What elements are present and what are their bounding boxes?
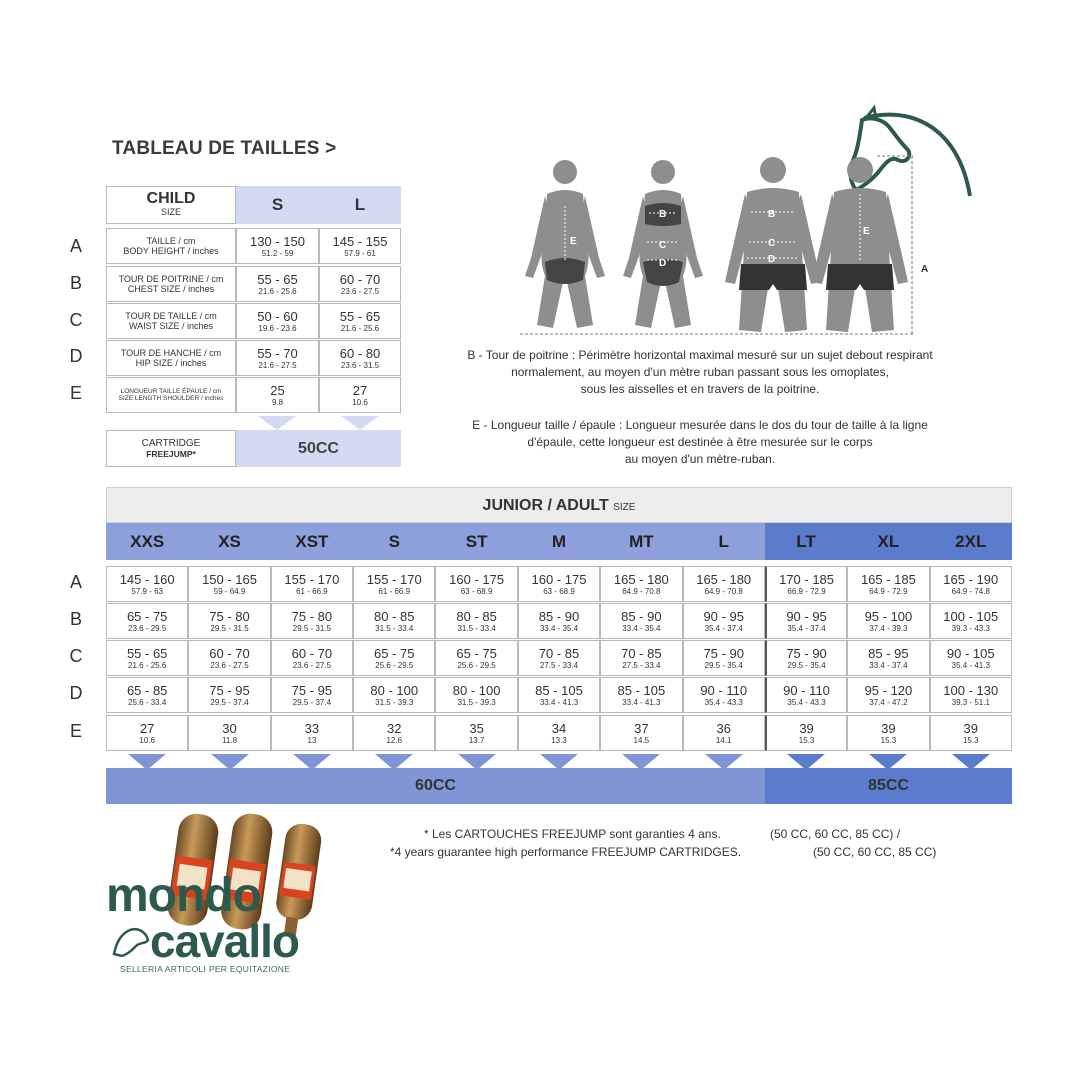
child-cell [319,266,401,302]
adult-cell [765,603,847,639]
cell-cm: 130 - 150 [250,233,305,249]
figure-label-d: D [659,258,667,269]
adult-cell [353,640,435,676]
cell-inches: 33.4 - 41.3 [622,697,661,707]
label-en: CHEST SIZE / inches [127,284,215,294]
cell-cm: 165 - 180 [696,571,752,587]
guarantee-note-fr-cc: (50 CC, 60 CC, 85 CC) / [770,827,901,841]
cell-inches: 31.5 - 33.4 [375,623,414,633]
adult-cell [353,603,435,639]
adult-size-header: XXS [106,523,188,560]
cell-inches: 21.6 - 25.6 [258,286,297,296]
cell-inches: 33.4 - 35.4 [539,623,579,633]
adult-cell [435,640,517,676]
cell-inches: 64.9 - 70.8 [622,586,661,596]
adult-cell [188,715,270,751]
cell-cm: 80 - 85 [456,608,497,624]
adult-cell [518,640,600,676]
adult-cell [930,603,1012,639]
cell-inches: 33.4 - 35.4 [622,623,661,633]
cell-inches: 23.6 - 27.5 [210,660,249,670]
cell-inches: 23.6 - 31.5 [340,360,380,370]
cell-inches: 25.6 - 33.4 [128,697,167,707]
adult-cell [435,566,517,602]
brand-tagline: SELLERIA ARTICOLI PER EQUITAZIONE [120,964,291,974]
adult-row-letter: B [69,609,82,629]
cell-inches: 11.8 [222,735,238,745]
child-cell [236,266,319,302]
cell-inches: 29.5 - 35.4 [704,660,743,670]
label-en: BODY HEIGHT / inches [123,246,219,256]
adult-row-letter: D [69,683,83,703]
adult-cell [353,677,435,713]
cell-cm: 145 - 160 [119,571,175,587]
adult-cell [435,677,517,713]
cell-inches: 33.4 - 37.4 [869,660,908,670]
cell-cm: 100 - 130 [943,682,999,698]
cell-inches: 64.9 - 74.8 [951,586,990,596]
cell-inches: 31.5 - 39.3 [375,697,414,707]
cell-cm: 85 - 105 [535,682,583,698]
cell-inches: 21.6 - 25.6 [128,660,167,670]
row-letter-e: E [69,383,82,403]
arrow-down-icon [258,416,296,430]
brand-mondo: mondo [106,869,261,922]
arrow-down-icon [341,416,379,430]
cell-cm: 80 - 100 [370,682,419,698]
adult-row-letter: A [69,572,82,592]
cell-inches: 63 - 68.9 [460,586,493,596]
cell-inches: 64.9 - 70.8 [704,586,743,596]
adult-size-header: 2XL [930,523,1012,560]
cell-inches: 14.1 [715,735,732,745]
cell-inches: 35.4 - 43.3 [787,697,826,707]
adult-cell [600,566,682,602]
adult-cell [188,677,270,713]
cell-cm: 55 - 65 [126,645,168,661]
cell-cm: 60 - 70 [209,645,250,661]
adult-row-letter: E [69,721,82,741]
cell-cm: 155 - 170 [284,571,340,587]
caption-length [420,417,980,468]
cell-cm: 85 - 90 [538,608,580,624]
child-cartridge-value: 50CC [236,430,401,467]
figure-label-b: B [659,209,667,220]
cell-inches: 33.4 - 41.3 [539,697,579,707]
adult-size-header: XS [188,523,270,560]
cell-cm: 27 [139,720,155,736]
child-cell [236,228,319,264]
adult-cell [106,640,188,676]
cartridge-label [106,430,236,467]
adult-cell [106,715,188,751]
cell-inches: 51.2 - 59 [261,248,294,258]
child-header-subtitle: SIZE [160,207,181,217]
adult-cell [518,566,600,602]
cell-cm: 60 - 70 [291,645,333,661]
cell-cm: 30 [222,720,237,736]
cell-inches: 23.6 - 29.5 [128,623,167,633]
adult-table-title [106,487,1012,523]
child-size-header [106,186,236,224]
adult-cell [600,677,682,713]
cell-inches: 66.9 - 72.9 [787,586,826,596]
child-cell [319,228,401,264]
cell-inches: 10.6 [352,397,368,407]
row-letter-b: B [69,273,82,293]
caption-line: au moyen d'un mètre-ruban. [624,452,776,466]
cell-inches: 37.4 - 39.3 [869,623,908,633]
cell-inches: 14.5 [633,735,650,745]
caption-chest [420,347,980,398]
child-row-label [106,303,236,339]
adult-cell [600,715,682,751]
cartridge-85cc-bar: 85CC [765,768,1012,804]
adult-cell [271,715,353,751]
adult-size-header: XST [271,523,353,560]
cell-cm: 60 - 70 [339,271,381,287]
guarantee-note-en-cc: (50 CC, 60 CC, 85 CC) [813,845,937,859]
adult-cell [271,603,353,639]
child-row-label [106,266,236,302]
child-cell [319,340,401,376]
cell-cm: 90 - 110 [783,682,830,698]
cell-cm: 75 - 95 [291,682,333,698]
adult-size-header: L [683,523,765,560]
caption-line: d'épaule, cette longueur est destinée à être mesurée sur le corps [527,435,873,449]
adult-cell [765,566,847,602]
adult-cell [683,715,765,751]
horse-head-icon [108,924,154,958]
child-row-label [106,377,236,413]
adult-size-header: LT [765,523,847,560]
cell-cm: 75 - 90 [786,645,827,661]
adult-title-small: SIZE [613,502,636,513]
child-row-label [106,340,236,376]
child-row-label [106,228,236,264]
cell-inches: 59 - 64.9 [213,586,246,596]
label-en: SIZE LENGTH SHOULDER / inches [118,395,224,402]
cell-cm: 37 [634,720,649,736]
guarantee-note-fr: * Les CARTOUCHES FREEJUMP sont garanties 4 ans. [424,827,721,841]
figure-label-c: C [659,240,667,251]
cell-cm: 160 - 175 [531,571,587,587]
cell-cm: 27 [352,382,368,398]
cell-inches: 25.6 - 29.5 [375,660,414,670]
cell-cm: 165 - 180 [613,571,669,587]
label-en: WAIST SIZE / inches [128,321,214,331]
cell-inches: 23.6 - 27.5 [292,660,332,670]
cell-inches: 61 - 66.9 [378,586,411,596]
cell-inches: 29.5 - 37.4 [292,697,332,707]
cell-cm: 95 - 120 [864,682,913,698]
adult-cell [847,566,929,602]
cell-inches: 57.9 - 63 [131,586,163,596]
caption-line: sous les aisselles et en travers de la poitrine. [580,382,820,396]
cell-cm: 75 - 80 [209,608,250,624]
cell-inches: 15.3 [880,735,897,745]
adult-cell [930,677,1012,713]
adult-size-header: XL [847,523,929,560]
adult-cell [930,640,1012,676]
cell-inches: 35.4 - 37.4 [704,623,743,633]
cell-cm: 85 - 90 [621,608,662,624]
adult-size-header: ST [435,523,517,560]
cell-inches: 64.9 - 72.9 [869,586,908,596]
adult-cell [188,640,270,676]
cell-cm: 35 [469,720,484,736]
adult-cell [683,603,765,639]
cell-cm: 95 - 100 [864,608,913,624]
adult-size-header: MT [600,523,682,560]
adult-cell [847,640,929,676]
figure-label-c: C [768,238,776,249]
guarantee-note-en: *4 years guarantee high performance FREEJUMP CARTRIDGES. [390,845,742,859]
adult-cell [188,603,270,639]
cell-cm: 75 - 95 [209,682,250,698]
cell-inches: 19.6 - 23.6 [258,323,297,333]
cell-cm: 50 - 60 [257,308,298,324]
cell-inches: 25.6 - 29.5 [457,660,496,670]
label-fr: TOUR DE TAILLE / cm [125,311,217,321]
cell-cm: 75 - 90 [703,645,744,661]
child-cell [319,377,401,413]
cell-cm: 85 - 95 [868,645,909,661]
cartridge-60cc-bar: 60CC [106,768,765,804]
cell-inches: 31.5 - 39.3 [457,697,496,707]
cell-inches: 57.9 - 61 [344,248,376,258]
cell-cm: 34 [551,720,567,736]
cell-cm: 165 - 190 [943,571,999,587]
cell-inches: 37.4 - 47.2 [869,697,908,707]
caption-line: E - Longueur taille / épaule : Longueur mesurée dans le dos du tour de taille à la ligne [472,418,928,432]
figure-label-d: D [768,254,776,265]
adult-cell [518,677,600,713]
cell-inches: 9.8 [271,397,284,407]
adult-cell [683,677,765,713]
adult-cell [435,603,517,639]
adult-cell [271,566,353,602]
child-header-title: CHILD [146,190,196,207]
cell-cm: 80 - 85 [374,608,415,624]
adult-cell [106,566,188,602]
cell-inches: 12.6 [386,735,403,745]
cell-cm: 39 [881,720,896,736]
cell-cm: 70 - 85 [621,645,662,661]
caption-line: B - Tour de poitrine : Périmètre horizontal maximal mesuré sur un sujet debout respirant [467,348,933,362]
body-measurement-figures [515,150,945,345]
adult-cell [930,566,1012,602]
cell-inches: 15.3 [962,735,979,745]
adult-cell [765,715,847,751]
cell-cm: 65 - 75 [456,645,497,661]
cell-inches: 61 - 66.9 [296,586,328,596]
cartridge-label-line1: CARTRIDGE [141,437,201,449]
label-en: HIP SIZE / inches [135,358,207,368]
adult-cell [765,677,847,713]
cell-cm: 170 - 185 [779,571,835,587]
adult-cell [271,640,353,676]
figure-label-e: E [863,226,870,237]
cell-cm: 65 - 75 [374,645,415,661]
figure-label-b: B [768,209,776,220]
adult-cell [353,566,435,602]
cell-cm: 36 [716,720,731,736]
row-letter-d: D [69,346,83,366]
adult-cell [435,715,517,751]
cell-inches: 13 [307,735,317,745]
figure-label-a: A [921,264,929,275]
cell-inches: 39.3 - 51.1 [951,697,990,707]
cell-cm: 85 - 105 [617,682,666,698]
row-letter-a: A [69,236,82,256]
cell-cm: 33 [304,720,320,736]
adult-cell [847,603,929,639]
cell-inches: 29.5 - 35.4 [787,660,826,670]
cell-cm: 100 - 105 [943,608,999,624]
caption-line: normalement, au moyen d'un mètre ruban passant sous les omoplates, [511,365,889,379]
adult-cell [847,715,929,751]
label-fr: TAILLE / cm [146,236,196,246]
adult-size-header: S [353,523,435,560]
adult-cell [188,566,270,602]
cell-cm: 55 - 65 [339,308,381,324]
cell-inches: 35.4 - 41.3 [951,660,990,670]
adult-cell [518,715,600,751]
cell-cm: 55 - 65 [257,271,298,287]
cell-inches: 29.5 - 31.5 [292,623,332,633]
adult-cell [271,677,353,713]
cell-cm: 25 [270,382,285,398]
label-fr: TOUR DE POITRINE / cm [118,274,224,284]
adult-cell [353,715,435,751]
cell-cm: 65 - 85 [126,682,168,698]
cell-cm: 145 - 155 [332,233,388,249]
label-fr: TOUR DE HANCHE / cm [120,348,222,358]
adult-cell [106,603,188,639]
cell-inches: 23.6 - 27.5 [340,286,380,296]
adult-cell [106,677,188,713]
child-cell [236,340,319,376]
adult-cell [600,603,682,639]
cell-inches: 27.5 - 33.4 [539,660,579,670]
cell-cm: 60 - 80 [339,345,381,361]
cell-inches: 21.6 - 27.5 [258,360,297,370]
cell-cm: 32 [387,720,402,736]
cell-cm: 39 [963,720,978,736]
cell-inches: 31.5 - 33.4 [457,623,496,633]
cell-inches: 27.5 - 33.4 [622,660,661,670]
cell-cm: 90 - 110 [700,682,748,698]
cell-cm: 165 - 185 [860,571,916,587]
cell-inches: 39.3 - 43.3 [951,623,990,633]
cell-cm: 90 - 105 [946,645,995,661]
cell-cm: 155 - 170 [366,571,422,587]
cell-inches: 63 - 68.9 [543,586,575,596]
cell-cm: 150 - 165 [202,571,257,587]
cell-inches: 35.4 - 37.4 [787,623,826,633]
child-cell [319,303,401,339]
adult-title-text: JUNIOR / ADULT [482,497,609,514]
cell-cm: 65 - 75 [126,608,168,624]
cell-inches: 15.3 [798,735,815,745]
page-title: TABLEAU DE TAILLES > [112,138,337,159]
cell-cm: 90 - 95 [786,608,827,624]
label-fr: LONGUEUR TAILLE ÉPAULE / cm [120,388,222,395]
cell-inches: 29.5 - 37.4 [210,697,249,707]
cell-inches: 10.6 [139,735,155,745]
cell-inches: 35.4 - 43.3 [704,697,743,707]
row-letter-c: C [69,310,83,330]
adult-cell [765,640,847,676]
cell-cm: 70 - 85 [538,645,580,661]
cell-cm: 55 - 70 [257,345,298,361]
cell-cm: 160 - 175 [449,571,505,587]
child-size-s: S [236,186,319,224]
figure-label-e: E [570,236,577,247]
child-cell [236,303,319,339]
adult-cell [683,566,765,602]
cell-inches: 13.3 [551,735,567,745]
adult-cell [600,640,682,676]
adult-cell [847,677,929,713]
adult-cell [518,603,600,639]
cell-cm: 90 - 95 [703,608,744,624]
adult-row-letter: C [69,646,83,666]
adult-size-header: M [518,523,600,560]
cartridge-label-line2: FREEJUMP* [146,448,196,459]
adult-cell [683,640,765,676]
adult-cell [930,715,1012,751]
cell-inches: 21.6 - 25.6 [340,323,380,333]
cell-cm: 80 - 100 [452,682,501,698]
cell-cm: 39 [799,720,814,736]
cell-cm: 75 - 80 [291,608,333,624]
brand-cavallo: cavallo [150,915,299,967]
cell-inches: 29.5 - 31.5 [210,623,249,633]
cell-inches: 13.7 [468,735,485,745]
child-size-l: L [319,186,401,224]
child-cell [236,377,319,413]
